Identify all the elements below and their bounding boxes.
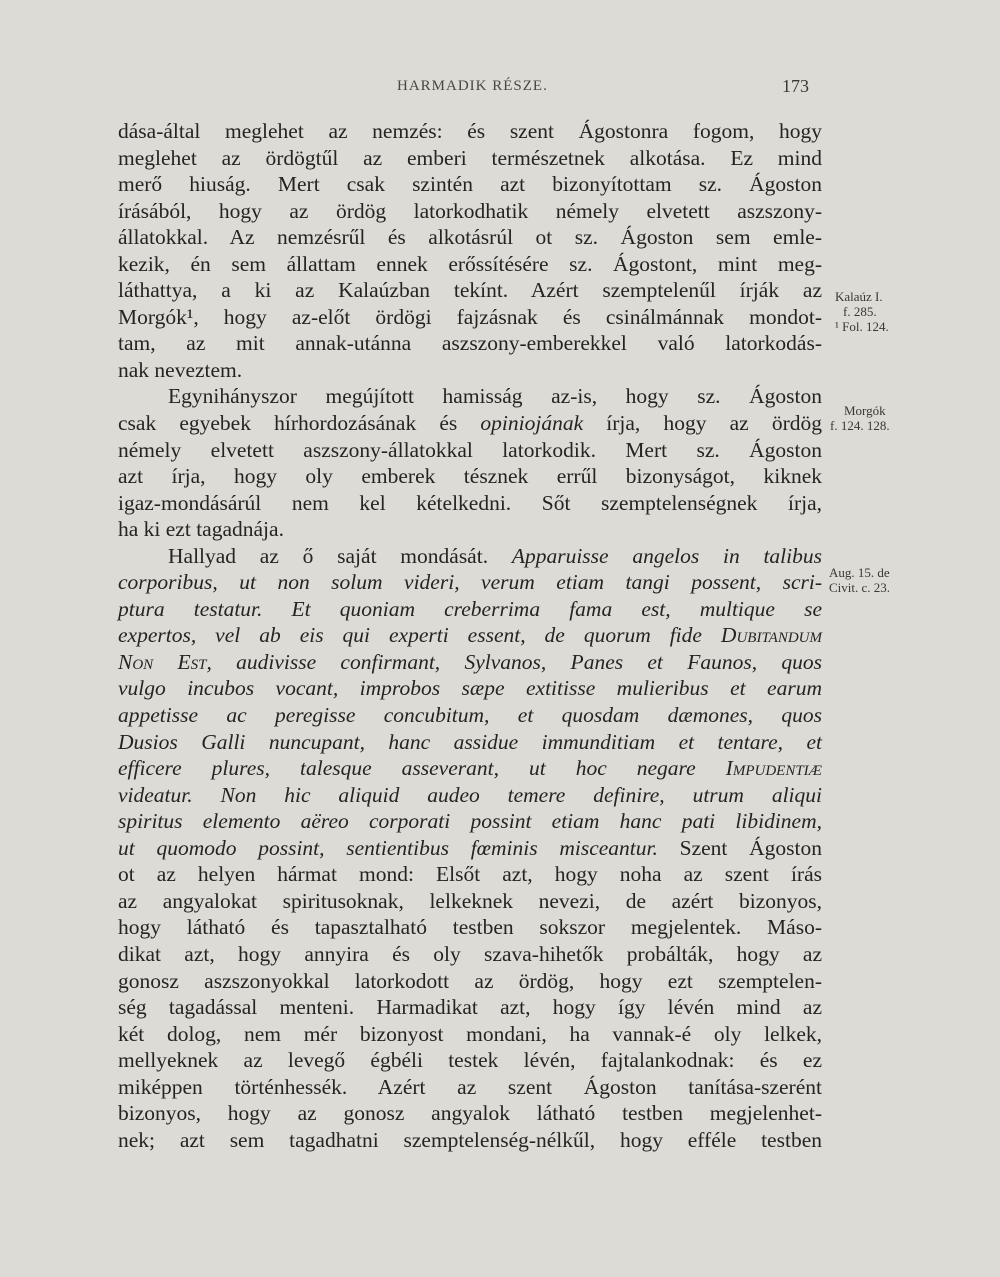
text-run: ot az helyen hármat mond: Elsőt azt, hogy noha az szent írás [118, 862, 822, 887]
page-number: 173 [782, 76, 809, 96]
text-run: két dolog, nem mér bizonyost mondani, ha vannak-é oly lelkek, [118, 1021, 822, 1046]
text-run: Dusios Galli nuncupant, hanc assidue immunditiam et tentare, et [118, 729, 822, 754]
text-line [118, 622, 822, 649]
text-line [118, 649, 822, 676]
text-line [118, 357, 822, 384]
text-run: opiniojának [480, 411, 584, 436]
margin-note-line: ¹ Fol. 124. [835, 319, 889, 334]
text-run: dása-által meglehet az nemzés: és szent Ágostonra fogom, hogy [118, 119, 822, 143]
text-line [118, 118, 822, 145]
running-head: HARMADIK RÉSZE. [397, 78, 548, 94]
text-run: Egynihányszor megújított hamisság az-is, hogy sz. Ágoston [168, 384, 822, 409]
text-run: expertos, vel ab eis qui experti essent, de quorum fide [118, 623, 721, 648]
text-run: bizonyos, hogy az gonosz angyalok látható testben megjelenhet- [118, 1101, 822, 1126]
text-line [118, 782, 822, 809]
text-run: Szent Ágoston [657, 835, 822, 860]
text-line [118, 914, 822, 941]
text-run: videatur. Non hic aliquid audeo temere definire, utrum aliqui [118, 782, 822, 807]
text-run: Hallyad az ő saját mondását. [168, 543, 512, 568]
text-run: Morgók¹, hogy az-előt ördögi fajzásnak és csinálmánnak mondot- [118, 304, 822, 329]
text-line [118, 755, 822, 782]
text-line [118, 675, 822, 702]
margin-note-aug [829, 565, 890, 595]
text-line [118, 861, 822, 888]
text-line [118, 437, 822, 464]
text-run: ha ki ezt tagadnája. [118, 517, 284, 542]
text-run: efficere plures, talesque asseverant, ut hoc negare [118, 756, 726, 781]
text-run: némely elvetett aszszony-állatokkal latorkodik. Mert sz. Ágoston [118, 437, 822, 462]
text-line [118, 808, 822, 835]
text-run: állatokkal. Az nemzésrűl és alkotásrúl ot sz. Ágoston sem emle- [118, 225, 822, 250]
text-run: nak neveztem. [118, 357, 243, 382]
margin-note-line: f. 285. [843, 304, 877, 319]
text-run: miképpen történhessék. Azért az szent Ágoston tanítása-szerént [118, 1074, 822, 1099]
text-line [118, 1021, 822, 1048]
margin-note-kalauz [835, 289, 889, 334]
text-line [118, 145, 822, 172]
text-run: dikat azt, hogy annyira és oly szava-hihetők probálták, hogy az [118, 941, 822, 966]
text-run: spiritus elemento aëreo corporati possint etiam hanc pati libidinem, [118, 809, 822, 834]
text-run: ut quomodo possint, sentientibus fœminis misceantur. [118, 835, 658, 860]
text-run: vulgo incubos vocant, improbos sæpe extitisse mulieribus et earum [118, 676, 822, 701]
text-line [118, 463, 822, 490]
text-run: azt írja, hogy oly emberek tésznek errűl bizonyságot, kiknek [118, 464, 822, 489]
text-line [118, 543, 822, 570]
text-run: corporibus, ut non solum videri, verum etiam tangi possent, scri- [118, 570, 822, 595]
text-line [118, 888, 822, 915]
text-line [118, 729, 822, 756]
text-run: Non Est [118, 649, 207, 674]
text-line [118, 835, 822, 862]
margin-note-line: Civit. c. 23. [829, 580, 891, 595]
text-run: Dubitandum [720, 623, 822, 648]
margin-note-line: Kalaúz I. [835, 289, 883, 304]
text-line [118, 304, 822, 331]
text-line [118, 171, 822, 198]
text-run: Impudentiæ [725, 756, 822, 781]
text-run: Apparuisse angelos in talibus [511, 543, 822, 568]
text-line [118, 330, 822, 357]
text-run: gonosz aszszonyokkal latorkodott az ördög, hogy ezt szemptelen- [118, 968, 822, 993]
text-line [118, 410, 822, 437]
text-run: írásából, hogy az ördög latorkodhatik némely elvetett aszszony- [118, 198, 822, 223]
text-line [118, 198, 822, 225]
text-line [118, 702, 822, 729]
text-line [118, 383, 822, 410]
text-run: appetisse ac peregisse concubitum, et quosdam dæmones, quos [118, 703, 822, 728]
text-line [118, 1127, 822, 1154]
text-line [118, 224, 822, 251]
margin-note-morgok [830, 403, 890, 433]
text-run: láthattya, a ki az Kalaúzban tekínt. Azért szemptelenűl írják az [118, 278, 822, 303]
margin-note-line: Aug. 15. de [829, 565, 890, 580]
text-run: merő hiuság. Mert csak szintén azt bizonyítottam sz. Ágoston [118, 172, 822, 197]
text-line [118, 277, 822, 304]
text-line [118, 941, 822, 968]
text-run: ség tagadással menteni. Harmadikat azt, hogy így lévén mind az [118, 995, 822, 1020]
text-run: , audivisse confirmant, Sylvanos, Panes et Faunos, quos [206, 649, 822, 674]
margin-note-line: f. 124. 128. [830, 418, 890, 433]
body-text [118, 118, 822, 1153]
text-run: csak egyebek hírhordozásának és [118, 411, 481, 436]
text-line [118, 251, 822, 278]
text-run: igaz-mondásárúl nem kel kételkedni. Sőt szemptelenségnek írja, [118, 490, 822, 515]
text-line [118, 1074, 822, 1101]
margin-note-line: Morgók [844, 403, 886, 418]
text-run: meglehet az ördögtűl az emberi természetnek alkotása. Ez mind [118, 145, 822, 170]
text-run: mellyeknek az levegő égbéli testek lévén, fajtalankodnak: és ez [118, 1048, 822, 1073]
text-run: kezik, én sem állattam ennek erőssítésére sz. Ágostont, mint meg- [118, 251, 822, 276]
text-line [118, 1047, 822, 1074]
text-line [118, 569, 822, 596]
text-run: hogy látható és tapasztalható testben sokszor megjelentek. Máso- [118, 915, 822, 940]
text-run: ptura testatur. Et quoniam creberrima fama est, multique se [118, 596, 822, 621]
text-line [118, 490, 822, 517]
text-run: írja, hogy az ördög [583, 411, 822, 436]
text-line [118, 596, 822, 623]
text-run: tam, az mit annak-utánna aszszony-emberekkel való latorkodás- [118, 331, 822, 356]
text-line [118, 968, 822, 995]
text-line [118, 1100, 822, 1127]
text-run: nek; azt sem tagadhatni szemptelenség-nélkűl, hogy efféle testben [118, 1127, 822, 1152]
text-line [118, 516, 822, 543]
text-run: az angyalokat spiritusoknak, lelkeknek nevezi, de azért bizonyos, [118, 888, 822, 913]
text-line [118, 994, 822, 1021]
